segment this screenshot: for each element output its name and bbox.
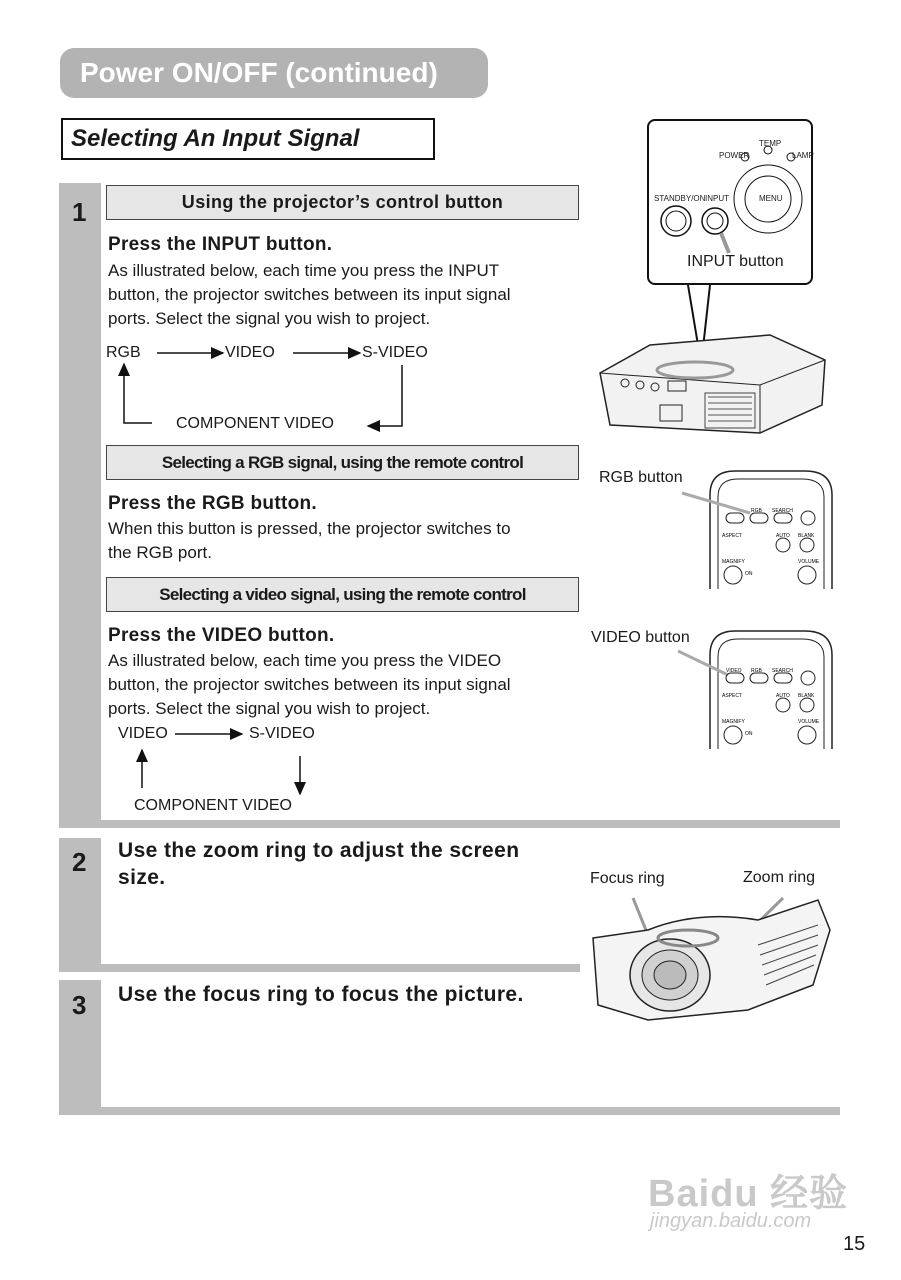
input-button-callout: INPUT button [687, 253, 784, 270]
remote-search-label: SEARCH [772, 668, 793, 674]
page-number: 15 [843, 1233, 866, 1255]
flow-arrows [110, 720, 340, 800]
flow-rgb: RGB [106, 344, 141, 361]
video-button-callout: VIDEO button [591, 629, 690, 646]
subhead-video-remote: Selecting a video signal, using the remote control [106, 577, 579, 612]
focus-ring-callout: Focus ring [590, 870, 665, 887]
flow-s-video: S-VIDEO [362, 344, 428, 361]
remote-video-label: VIDEO [726, 668, 742, 674]
remote-rgb-label: RGB [751, 668, 762, 674]
projector-illustration [590, 325, 840, 440]
remote-on-label: ON [745, 571, 753, 577]
input-heading: Press the INPUT button. [108, 234, 333, 255]
subhead-projector-button: Using the projector’s control button [106, 185, 579, 220]
video-body: As illustrated below, each time you press the VIDEO button, the projector switches between its input signal ports. Select the signal you wish to project. [108, 651, 511, 718]
watermark-url: jingyan.baidu.com [650, 1210, 812, 1232]
input-label: INPUT [705, 194, 729, 203]
flow-video: VIDEO [118, 725, 168, 742]
remote-volume-label: VOLUME [798, 719, 820, 725]
input-body: As illustrated below, each time you press the INPUT button, the projector switches between its input signal ports. Select the signal you wish to project. [108, 261, 511, 328]
flow-arrows [100, 340, 420, 440]
watermark-logo: Baidu 经验 [648, 1173, 849, 1215]
menu-label: MENU [759, 194, 783, 203]
step-2-text: Use the zoom ring to adjust the screen size. [118, 839, 520, 889]
step-number: 2 [72, 847, 87, 877]
standby-label: STANDBY/ON [654, 194, 706, 203]
page-title: Power ON/OFF (continued) [60, 48, 488, 98]
remote-search-label: SEARCH [772, 508, 793, 514]
remote-illustration-rgb [600, 465, 840, 590]
remote-magnify-label: MAGNIFY [722, 559, 745, 565]
remote-auto-label: AUTO [776, 693, 790, 699]
flow-video: VIDEO [225, 344, 275, 361]
flow-s-video: S-VIDEO [249, 725, 315, 742]
step-number: 1 [72, 197, 87, 227]
rgb-body: When this button is pressed, the projector switches to the RGB port. [108, 519, 511, 562]
step-number: 3 [72, 990, 87, 1020]
remote-aspect-label: ASPECT [722, 533, 743, 539]
rgb-heading: Press the RGB button. [108, 493, 317, 514]
remote-illustration-video [600, 625, 840, 750]
rgb-button-callout: RGB button [599, 469, 683, 486]
remote-on-label: ON [745, 731, 753, 737]
video-heading: Press the VIDEO button. [108, 625, 335, 646]
flow-component-video: COMPONENT VIDEO [134, 797, 292, 814]
remote-rgb-label: RGB [751, 508, 762, 514]
subhead-rgb-remote: Selecting a RGB signal, using the remote control [106, 445, 579, 480]
remote-blank-label: BLANK [798, 693, 815, 699]
flow-component-video: COMPONENT VIDEO [176, 415, 334, 432]
remote-auto-label: AUTO [776, 533, 790, 539]
zoom-ring-callout: Zoom ring [743, 869, 816, 886]
power-label: POWER [719, 151, 750, 160]
remote-magnify-label: MAGNIFY [722, 719, 745, 725]
step-3-text: Use the focus ring to focus the picture. [118, 983, 524, 1006]
lens-illustration [588, 890, 838, 1040]
lamp-label: LAMP [792, 151, 814, 160]
remote-aspect-label: ASPECT [722, 693, 743, 699]
control-panel-illustration [647, 119, 813, 285]
section-title: Selecting An Input Signal [61, 118, 435, 160]
temp-label: TEMP [759, 139, 782, 148]
control-panel-drawing [649, 121, 811, 283]
remote-volume-label: VOLUME [798, 559, 820, 565]
remote-blank-label: BLANK [798, 533, 815, 539]
